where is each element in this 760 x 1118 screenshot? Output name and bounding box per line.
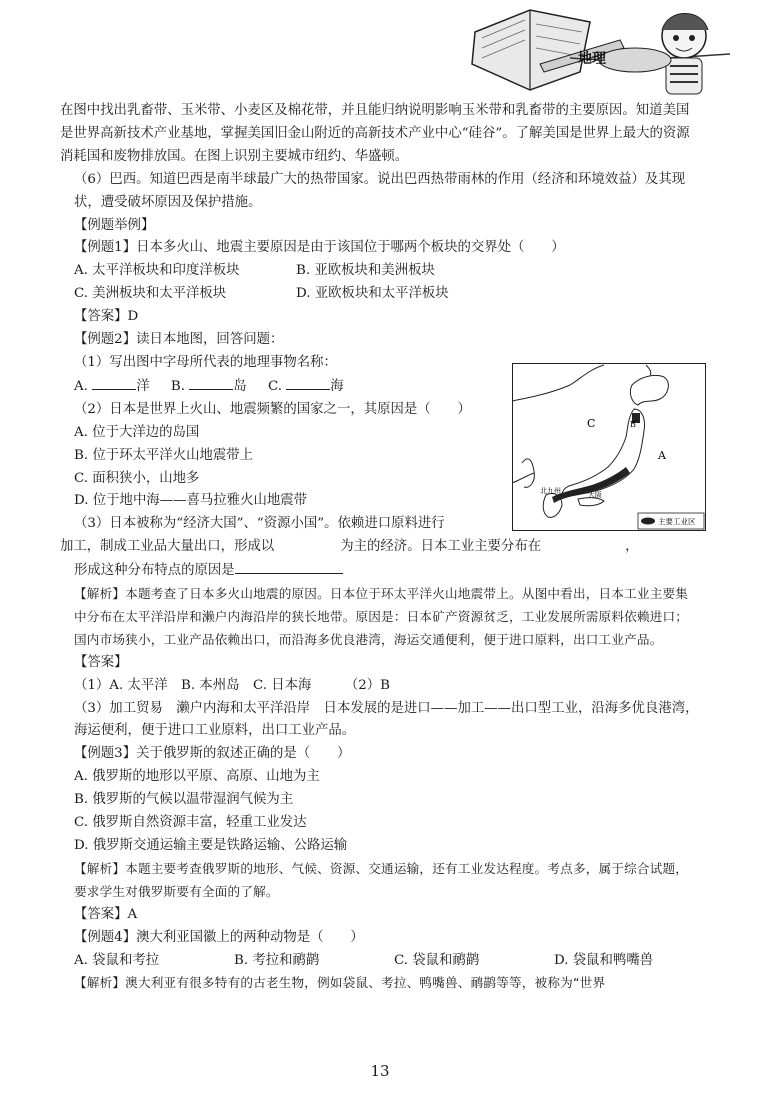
example1-option-b: B. 亚欧板块和美洲板块: [296, 263, 435, 279]
example4-option-c: C. 袋鼠和鸸鹋: [394, 952, 480, 968]
example3-answer: 【答案】A: [74, 906, 138, 922]
example2-q2-option-a: A. 位于大洋边的岛国: [74, 424, 200, 440]
page-number: 13: [370, 1062, 390, 1080]
example2-q3-line3: [60, 559, 700, 583]
example2-q1-blanks: [60, 375, 494, 399]
blank-b-prefix: B.: [170, 378, 185, 394]
blank-distribution: [541, 536, 625, 550]
example4-question: 【例题4】澳大利亚国徽上的两种动物是（ ）: [74, 929, 364, 945]
example1-options-row1: [60, 260, 700, 283]
example1-option-a: A. 太平洋板块和印度洋板块: [74, 263, 240, 279]
example2-question: 【例题2】读日本地图，回答问题：: [74, 332, 284, 348]
japan-map: [512, 363, 706, 531]
blank-a-suffix: 洋: [136, 378, 150, 394]
example2-q2-option-c: C. 面积狭小，山地多: [74, 470, 200, 486]
example4-options: [60, 950, 700, 973]
blank-b-suffix: 岛: [233, 378, 247, 394]
page-content: [60, 100, 700, 995]
map-label-a: A: [658, 449, 666, 462]
map-legend-text: 主要工业区: [658, 517, 696, 526]
example2-q3-line1: （3）日本被称为“经济大国”、“资源小国”。依赖进口原料进行: [74, 516, 445, 532]
example2-answer-3: （3）加工贸易 濑户内海和太平洋沿岸 日本发展的是进口——加工——出口型工业，沿海多优良港湾，海运便利，便于进口工业原料，出口工业产品。: [74, 700, 699, 739]
example3-analysis: 【解析】本题主要考查俄罗斯的地形、气候、资源、交通运输，还有工业发达程度。考点多，属于综合试题，要求学生对俄罗斯要有全面的了解。: [74, 860, 689, 899]
example2-q2-option-b: B. 位于环太平洋火山地震带上: [74, 447, 254, 463]
example2-q2-option-d: D. 位于地中海——喜马拉雅火山地震带: [74, 493, 308, 509]
example3-question: 【例题3】关于俄罗斯的叙述正确的是（ ）: [74, 746, 351, 762]
blank-reason: [235, 559, 343, 574]
example1-question: 【例题1】日本多火山、地震主要原因是由于该国位于哪两个板块的交界处（ ）: [74, 240, 565, 256]
example2-q2: （2）日本是世界上火山、地震频繁的国家之一，其原因是（ ）: [74, 401, 471, 417]
example2-answer-label: 【答案】: [74, 654, 128, 670]
book-icon: [472, 10, 590, 90]
q3-text-c: ，: [625, 539, 639, 555]
example3-option-c: C. 俄罗斯自然资源丰富，轻重工业发达: [74, 815, 307, 831]
section-heading-examples: 【例题举例】: [74, 217, 155, 233]
example4-option-d: D. 袋鼠和鸭嘴兽: [554, 952, 654, 968]
blank-c: [286, 375, 330, 390]
q3-text-b: 为主的经济。日本工业主要分布在: [340, 539, 542, 555]
map-city-osaka: 大阪: [588, 491, 602, 499]
example3-option-b: B. 俄罗斯的气候以温带湿润气候为主: [74, 792, 294, 808]
example2-q1: （1）写出图中字母所代表的地理事物名称：: [74, 354, 337, 370]
blank-a: [92, 375, 136, 390]
intro-paragraph-usa: 在图中找出乳畜带、玉米带、小麦区及棉花带，并且能归纳说明影响玉米带和乳畜带的主要原因。知道美国是世界高新技术产业基地，掌握美国旧金山附近的高新技术产业中心“硅谷”。了解美国是世界上最大的资源消耗国和废物排放国。在图上识别主要城市纽约、华盛顿。: [60, 103, 690, 164]
q3-text-a: 加工，制成工业品大量出口，形成以: [60, 539, 275, 555]
blank-a-prefix: A.: [74, 378, 88, 394]
intro-paragraph-brazil: （6）巴西。知道巴西是南半球最广大的热带国家。说出巴西热带雨林的作用（经济和环境效益）及其现状，遭受破坏原因及保护措施。: [74, 171, 686, 210]
legend-industrial-area-icon: [641, 518, 655, 525]
example3-option-d: D. 俄罗斯交通运输主要是铁路运输、公路运输: [74, 838, 348, 853]
blank-c-prefix: C.: [267, 378, 282, 394]
example1-answer: 【答案】D: [74, 309, 139, 325]
example2-analysis: 【解析】本题考查了日本多火山地震的原因。日本位于环太平洋火山地震带上。从图中看出，日本工业主要集中分布在太平洋沿岸和濑户内海沿岸的狭长地带。原因是：日本矿产资源贫乏，工业发展所需原料依赖进口；国内市场狭小，工业产品依赖出口，而沿海多优良港湾，海运交通便利，便于进口原料，出口工业产品。: [74, 586, 689, 647]
map-label-b: B: [630, 420, 636, 429]
map-label-c: C: [587, 417, 596, 430]
blank-economy: [274, 536, 340, 550]
example3-option-a: A. 俄罗斯的地形以平原、高原、山地为主: [74, 769, 320, 785]
example1-option-d: D. 亚欧板块和太平洋板块: [296, 286, 449, 302]
map-city-kitakyushu: 北九州: [540, 487, 561, 495]
example2-q3-line2: [60, 536, 700, 559]
example4-option-a: A. 袋鼠和考拉: [74, 952, 160, 968]
header-subject-label: 地理: [578, 51, 606, 67]
example4-analysis: 【解析】澳大利亚有很多特有的古老生物，例如袋鼠、考拉、鸭嘴兽、鸸鹋等等，被称为“世界: [74, 975, 606, 991]
example2-answer-1-2: （1）A. 太平洋 B. 本州岛 C. 日本海 （2）B: [74, 677, 391, 693]
example1-option-c: C. 美洲板块和太平洋板块: [74, 286, 227, 302]
blank-b: [189, 375, 233, 390]
example4-option-b: B. 考拉和鸸鹋: [234, 952, 320, 968]
blank-c-suffix: 海: [330, 378, 344, 394]
q3-text-reason: 形成这种分布特点的原因是: [74, 563, 235, 579]
example1-options-row2: [60, 283, 700, 306]
